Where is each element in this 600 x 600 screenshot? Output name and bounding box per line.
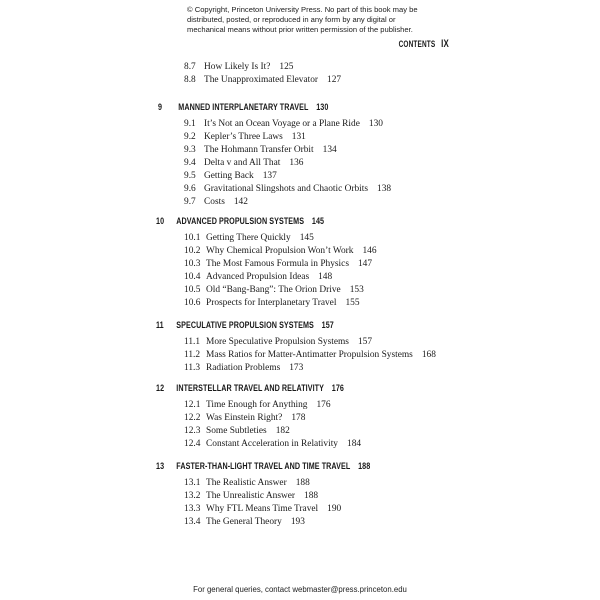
section-number: 13.4 <box>184 517 201 527</box>
chapter-title: ADVANCED PROPULSION SYSTEMS <box>176 216 305 226</box>
chapter-title: INTERSTELLAR TRAVEL AND RELATIVITY <box>176 383 324 393</box>
toc-section-entry[interactable] <box>184 490 318 503</box>
chapter-page: 145 <box>311 216 325 226</box>
section-title: Some Subtleties <box>206 426 267 436</box>
section-page: 127 <box>327 75 342 85</box>
section-page: 125 <box>279 62 294 72</box>
section-number: 10.5 <box>184 285 201 295</box>
section-number: 9.7 <box>184 197 196 207</box>
section-page: 142 <box>233 197 248 207</box>
toc-section-entry[interactable] <box>184 258 372 271</box>
section-number: 13.3 <box>184 504 201 514</box>
toc-section-entry[interactable] <box>184 438 361 451</box>
chapter-number: 12 <box>156 383 165 393</box>
section-page: 184 <box>347 439 362 449</box>
toc-section-entry[interactable] <box>184 245 377 258</box>
section-page: 168 <box>421 350 436 360</box>
section-title: Radiation Problems <box>206 363 281 373</box>
toc-section-entry[interactable] <box>184 183 391 196</box>
chapter-page: 157 <box>321 320 334 330</box>
section-number: 9.4 <box>184 158 196 168</box>
section-number: 11.3 <box>184 363 201 373</box>
toc-chapter-heading[interactable] <box>156 318 334 332</box>
section-number: 11.2 <box>184 350 201 360</box>
section-page: 153 <box>349 285 364 295</box>
section-page: 178 <box>291 413 306 423</box>
section-page: 138 <box>377 184 392 194</box>
chapter-number: 9 <box>158 102 163 112</box>
toc-section-entry[interactable] <box>184 196 248 209</box>
section-title: Getting There Quickly <box>206 233 291 243</box>
chapter-page: 130 <box>316 102 329 112</box>
section-title: Gravitational Slingshots and Chaotic Orbits <box>204 184 369 194</box>
section-page: 173 <box>289 363 304 373</box>
section-title: Was Einstein Right? <box>206 413 283 423</box>
toc-section-entry[interactable] <box>184 477 310 490</box>
section-title: The General Theory <box>206 517 282 527</box>
footer-contact: For general queries, contact webmaster@press.princeton.edu <box>193 585 407 594</box>
toc-section-entry[interactable] <box>184 131 306 144</box>
section-page: 146 <box>362 246 377 256</box>
section-title: Getting Back <box>204 171 254 181</box>
section-number: 12.4 <box>184 439 201 449</box>
section-page: 157 <box>357 337 373 347</box>
toc-section-entry[interactable] <box>184 503 341 516</box>
section-title: Why FTL Means Time Travel <box>206 504 319 514</box>
chapter-title: MANNED INTERPLANETARY TRAVEL <box>178 102 309 112</box>
section-number: 9.3 <box>184 145 196 155</box>
section-number: 10.2 <box>184 246 201 256</box>
section-title: The Unapproximated Elevator <box>204 75 319 85</box>
toc-section-entry[interactable] <box>184 271 332 284</box>
toc-section-entry[interactable] <box>184 157 303 170</box>
section-number: 9.2 <box>184 132 196 142</box>
chapter-page: 188 <box>358 461 371 471</box>
section-number: 10.4 <box>184 272 201 282</box>
toc-section-entry[interactable] <box>184 118 383 131</box>
section-page: 193 <box>290 517 305 527</box>
section-title: Costs <box>204 197 225 207</box>
section-page: 188 <box>304 491 319 501</box>
chapter-title: SPECULATIVE PROPULSION SYSTEMS <box>176 320 314 330</box>
section-number: 12.1 <box>184 400 201 410</box>
section-page: 190 <box>327 504 342 514</box>
toc-section-entry[interactable] <box>184 170 277 183</box>
section-title: Kepler’s Three Laws <box>204 132 283 142</box>
section-number: 11.1 <box>184 337 201 347</box>
chapter-number: 11 <box>156 320 164 330</box>
chapter-page: 176 <box>331 383 344 393</box>
section-title: The Unrealistic Answer <box>206 491 296 501</box>
section-title: The Hohmann Transfer Orbit <box>204 145 314 155</box>
toc-section-entry[interactable] <box>184 232 314 245</box>
copyright-notice: © Copyright, Princeton University Press. No part of this book may be distributed, posted, or reproduced in any form by any digital or mechanical means without prior written permission of the publisher. <box>187 5 418 34</box>
chapter-title: FASTER-THAN-LIGHT TRAVEL AND TIME TRAVEL <box>176 461 351 471</box>
toc-section-entry[interactable] <box>184 297 360 310</box>
section-title: The Realistic Answer <box>206 478 287 488</box>
section-title: It’s Not an Ocean Voyage or a Plane Ride <box>204 119 360 129</box>
toc-chapter-heading[interactable] <box>156 381 344 395</box>
section-title: More Speculative Propulsion Systems <box>206 337 349 347</box>
section-title: How Likely Is It? <box>204 62 271 72</box>
toc-chapter-heading[interactable] <box>156 459 370 473</box>
section-page: 182 <box>275 426 290 436</box>
chapter-number: 13 <box>156 461 165 471</box>
toc-section-entry[interactable] <box>184 349 436 362</box>
section-number: 13.1 <box>184 478 201 488</box>
section-title: Prospects for Interplanetary Travel <box>206 298 337 308</box>
section-title: Delta v and All That <box>204 158 281 168</box>
section-page: 147 <box>357 259 373 269</box>
section-number: 9.1 <box>184 119 196 129</box>
section-number: 10.6 <box>184 298 201 308</box>
section-page: 137 <box>262 171 277 181</box>
toc-section-entry[interactable] <box>184 284 364 297</box>
section-page: 131 <box>291 132 306 142</box>
section-number: 12.2 <box>184 413 201 423</box>
toc-section-entry[interactable] <box>184 516 305 529</box>
running-head-label: CONTENTS <box>398 39 436 49</box>
toc-section-entry[interactable] <box>184 336 372 349</box>
section-number: 8.8 <box>184 75 196 85</box>
section-page: 155 <box>345 298 360 308</box>
section-number: 10.3 <box>184 259 201 269</box>
section-number: 9.6 <box>184 184 196 194</box>
section-number: 9.5 <box>184 171 196 181</box>
toc-section-entry[interactable] <box>184 144 337 157</box>
running-head <box>399 38 449 50</box>
toc-section-entry[interactable] <box>184 399 331 412</box>
section-title: Advanced Propulsion Ideas <box>206 272 310 282</box>
toc-section-entry[interactable] <box>184 412 305 425</box>
section-number: 8.7 <box>184 62 196 72</box>
section-page: 136 <box>289 158 304 168</box>
toc-section-entry[interactable] <box>184 61 293 74</box>
section-page: 148 <box>318 272 333 282</box>
section-number: 13.2 <box>184 491 201 501</box>
toc-chapter-heading[interactable] <box>158 100 328 114</box>
section-page: 134 <box>322 145 337 155</box>
section-title: Old “Bang-Bang”: The Orion Drive <box>206 285 341 295</box>
section-number: 10.1 <box>184 233 201 243</box>
section-number: 12.3 <box>184 426 201 436</box>
section-title: The Most Famous Formula in Physics <box>206 259 349 269</box>
chapter-number: 10 <box>156 216 165 226</box>
running-head-page-number: IX <box>441 38 449 50</box>
toc-section-entry[interactable] <box>184 74 341 87</box>
toc-section-entry[interactable] <box>184 362 303 375</box>
section-page: 145 <box>299 233 314 243</box>
section-title: Time Enough for Anything <box>206 400 308 410</box>
section-title: Mass Ratios for Matter-Antimatter Propulsion Systems <box>206 350 413 360</box>
section-title: Why Chemical Propulsion Won’t Work <box>206 246 354 256</box>
toc-section-entry[interactable] <box>184 425 290 438</box>
section-page: 176 <box>316 400 331 410</box>
section-page: 130 <box>368 119 383 129</box>
toc-chapter-heading[interactable] <box>156 214 324 228</box>
section-title: Constant Acceleration in Relativity <box>206 439 338 449</box>
section-page: 188 <box>295 478 310 488</box>
